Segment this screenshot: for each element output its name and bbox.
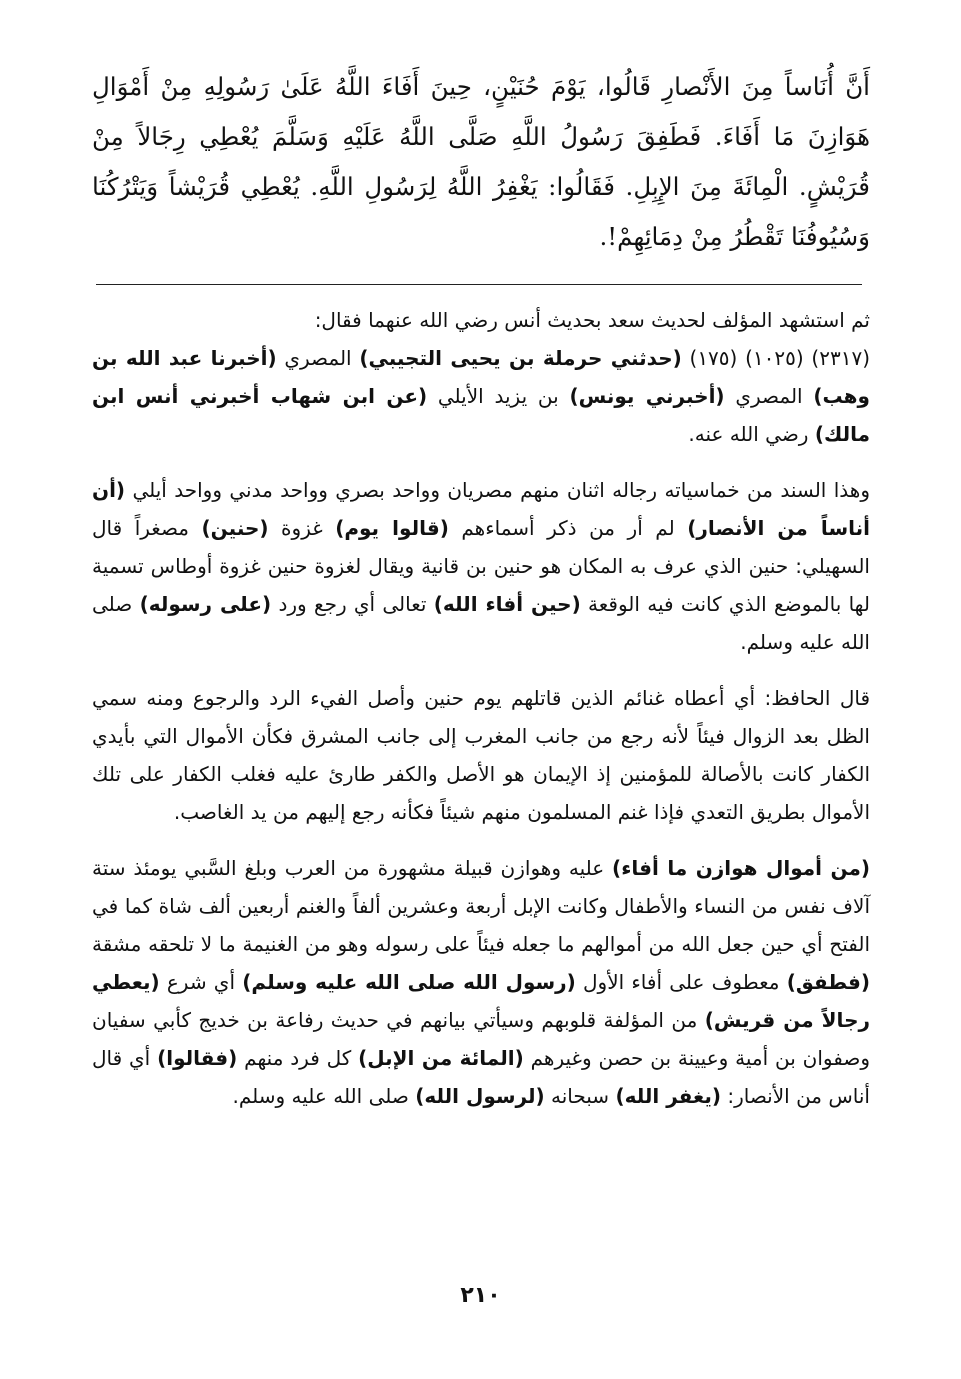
commentary-text: معطوف على أفاء الأول	[575, 970, 787, 994]
page-body	[92, 62, 870, 1115]
isnad-text: المصري	[724, 384, 814, 408]
commentary-text: وهذا السند من خماسياته رجاله اثنان منهم مصريان وواحد بصري وواحد مدني وواحد أيلي	[125, 478, 870, 502]
isnad-text: بن يزيد الأيلي	[427, 384, 570, 408]
narrator-yunus: (أخبرني يونس)	[569, 384, 725, 408]
narrator-ibn-wahb: (أخبرنا عبد الله بن وهب)	[92, 346, 870, 408]
commentary-paragraph-hawazin	[92, 849, 870, 1115]
commentary-paragraph-sanad	[92, 471, 870, 661]
quoted-phrase: (فطفق)	[786, 970, 870, 994]
isnad-text: المصري	[276, 346, 360, 370]
narrator-harmala: (حدثني حرملة بن يحيى التجيبي)	[359, 346, 682, 370]
quoted-phrase: (أن أناساً من الأنصار)	[92, 478, 870, 540]
commentary-paragraph-hafiz: قال الحافظ: أي أعطاه غنائم الذين قاتلهم يوم حنين وأصل الفيء الرد والرجوع ومنه سمي الظل بعد الزوال فيئاً لأنه رجع من جانب المغرب إلى جانب المشرق فكأن الأموال التي بأيدي الكفار كانت بالأصالة للمؤمنين إذ الإيمان هو الأصل والكفر طارئ عليه فغلب الكفار على تلك الأموال بطريق التعدي فإذا غنم المسلمون منهم شيئاً فكأنه رجع إليهم من يد الغاصب.	[92, 686, 870, 824]
isnad-text: رضي الله عنه.	[688, 422, 815, 446]
commentary-text: أي شرع	[159, 970, 243, 994]
quoted-phrase: (يغفر الله)	[615, 1084, 721, 1108]
commentary-text: مصغراً قال السهيلي: حنين الذي عرف به المكان هو حنين بن قانية ويقال لغزوة حنين غزوة أوطاس تسمية لها بالموضع الذي كانت فيه الوقعة	[92, 516, 870, 616]
page-number: ٢١٠	[460, 1283, 501, 1308]
commentary-text: أي قال أناس من الأنصار:	[92, 1046, 870, 1108]
quoted-phrase: (قالوا يوم)	[335, 516, 449, 540]
quoted-phrase: (رسول الله صلى الله عليه وسلم)	[242, 970, 576, 994]
quoted-phrase: (حنين)	[201, 516, 269, 540]
commentary-text: عليه وهوازن قبيلة مشهورة من العرب وبلغ السَّبي يومئذ ستة آلاف نفس من النساء والأطفال وكانت الإبل أربعة وعشرين ألفاً والغنم أربعين ألف شاة كما في الفتح أي حين جعل الله من أموالهم ما جعله فيئاً على رسوله وهو من الغنيمة ما لا تلحقه مشقة	[92, 856, 870, 956]
quoted-phrase: (فقالوا)	[157, 1046, 238, 1070]
quoted-phrase: (المائة من الإبل)	[358, 1046, 524, 1070]
commentary-text: صلى الله عليه وسلم.	[92, 592, 870, 654]
hadith-text: أَنَّ أُنَاساً مِنَ الأَنْصارِ قَالُوا، يَوْمَ حُنَيْنٍ، حِينَ أَفَاءَ اللَّهُ عَلَىٰ رَسُولِهِ مِنْ أَمْوَالِ هَوَازِنَ مَا أَفَاءَ. فَطَفِقَ رَسُولُ اللَّهِ صَلَّى اللَّهُ عَلَيْهِ وَسَلَّمَ يُعْطِي رِجَالاً مِنْ قُرَيْشٍ. الْمِائَةَ مِنَ الإِبِلِ. فَقَالُوا: يَغْفِرُ اللَّهُ لِرَسُولِ اللَّهِ. يُعْطِي قُرَيْشاً وَيَتْرُكُنَا وَسُيُوفُنَا تَقْطُرُ مِنْ دِمَائِهِمْ!.	[92, 72, 870, 251]
commentary-intro: ثم استشهد المؤلف لحديث سعد بحديث أنس رضي الله عنهما فقال:	[314, 308, 870, 332]
isnad-paragraph	[92, 339, 870, 453]
quoted-phrase: (حين أفاء الله)	[433, 592, 581, 616]
commentary-text: تعالى أي رجع ورد	[271, 592, 434, 616]
quoted-phrase: (من أموال هوازن ما أفاء)	[612, 856, 870, 880]
commentary-text: كل فرد منهم	[237, 1046, 359, 1070]
commentary-text: لم أر من ذكر أسماءهم	[448, 516, 688, 540]
narrator-anas: (عن ابن شهاب أخبرني أنس ابن مالك)	[92, 384, 870, 446]
quoted-phrase: (على رسوله)	[139, 592, 272, 616]
separator-line	[96, 284, 862, 285]
quoted-phrase: (يعطي رجالاً من قريش)	[92, 970, 870, 1032]
commentary-text: من المؤلفة قلوبهم وسيأتي بيانهم في حديث رفاعة بن خديج كأبي سفيان وصفوان بن أمية وعيينة بن حصن وغيرهم	[92, 1008, 870, 1070]
quoted-phrase: (لرسول الله)	[415, 1084, 545, 1108]
commentary-text: غزوة	[268, 516, 336, 540]
commentary-text: صلى الله عليه وسلم.	[232, 1084, 416, 1108]
commentary-text: سبحانه	[544, 1084, 616, 1108]
isnad-number: (٢٣١٧) (١٠٢٥) (١٧٥)	[681, 346, 871, 370]
